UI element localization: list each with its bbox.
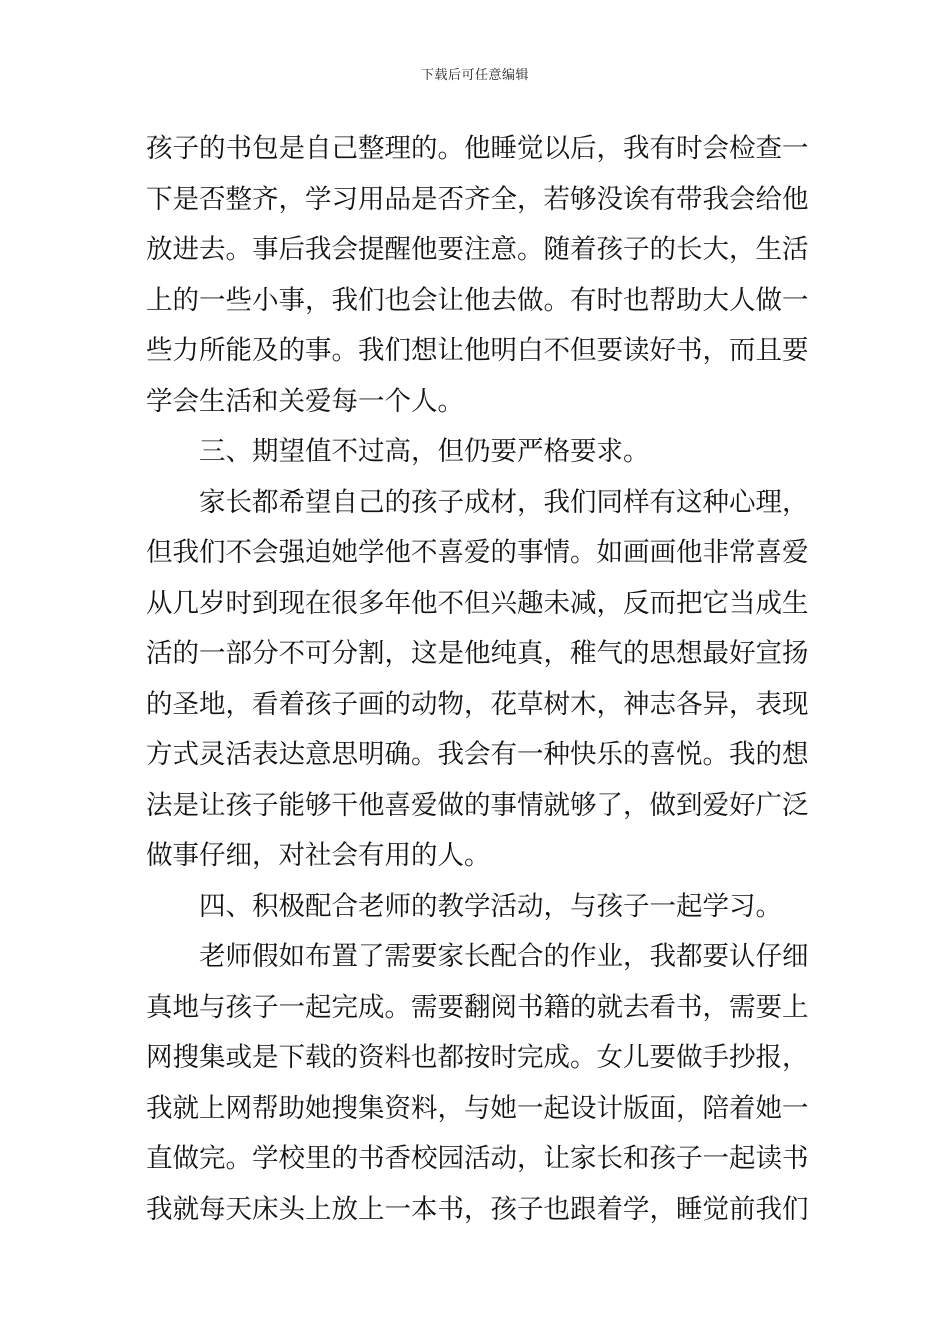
text-line: 方式灵活表达意思明确。我会有一种快乐的喜悦。我的想	[146, 739, 809, 770]
text-line: 我就每天床头上放上一本书，孩子也跟着学，睡觉前我们	[146, 1193, 809, 1225]
text-line: 网搜集或是下载的资料也都按时完成。女儿要做手抄报，	[146, 1042, 809, 1073]
text-line: 下是否整齐，学习用品是否齐全，若够没诶有带我会给他	[146, 183, 809, 215]
text-line: 学会生活和关爱每一个人。	[146, 385, 464, 417]
text-line: 直做完。学校里的书香校园活动，让家长和孩子一起读书	[146, 1143, 809, 1174]
text-line: 的圣地，看着孩子画的动物，花草树木，神志各异，表现	[146, 688, 809, 720]
text-line: 活的一部分不可分割，这是他纯真，稚气的思想最好宣扬	[146, 638, 809, 669]
text-line: 做事仔细，对社会有用的人。	[146, 840, 491, 871]
text-line: 三、期望值不过高，但仍要严格要求。	[199, 436, 650, 467]
text-line: 四、积极配合老师的教学活动，与孩子一起学习。	[199, 890, 782, 922]
text-line: 我就上网帮助她搜集资料，与她一起设计版面，陪着她一	[146, 1092, 809, 1124]
text-line: 放进去。事后我会提醒他要注意。随着孩子的长大，生活	[146, 234, 809, 265]
page-header: 下载后可任意编辑	[420, 68, 529, 83]
text-line: 老师假如布置了需要家长配合的作业，我都要认仔细	[199, 941, 809, 972]
text-line: 家长都希望自己的孩子成材，我们同样有这种心理，	[199, 486, 809, 518]
text-line: 上的一些小事，我们也会让他去做。有时也帮助大人做一	[146, 284, 809, 316]
text-line: 真地与孩子一起完成。需要翻阅书籍的就去看书，需要上	[146, 991, 809, 1023]
text-line: 法是让孩子能够干他喜爱做的事情就够了，做到爱好广泛	[146, 789, 809, 821]
text-line: 些力所能及的事。我们想让他明白不但要读好书，而且要	[146, 335, 809, 366]
text-line: 从几岁时到现在很多年他不但兴趣未减，反而把它当成生	[146, 587, 809, 619]
text-line: 孩子的书包是自己整理的。他睡觉以后，我有时会检查一	[146, 133, 809, 164]
text-line: 但我们不会强迫她学他不喜爱的事情。如画画他非常喜爱	[146, 537, 809, 568]
document-body	[146, 124, 810, 1235]
